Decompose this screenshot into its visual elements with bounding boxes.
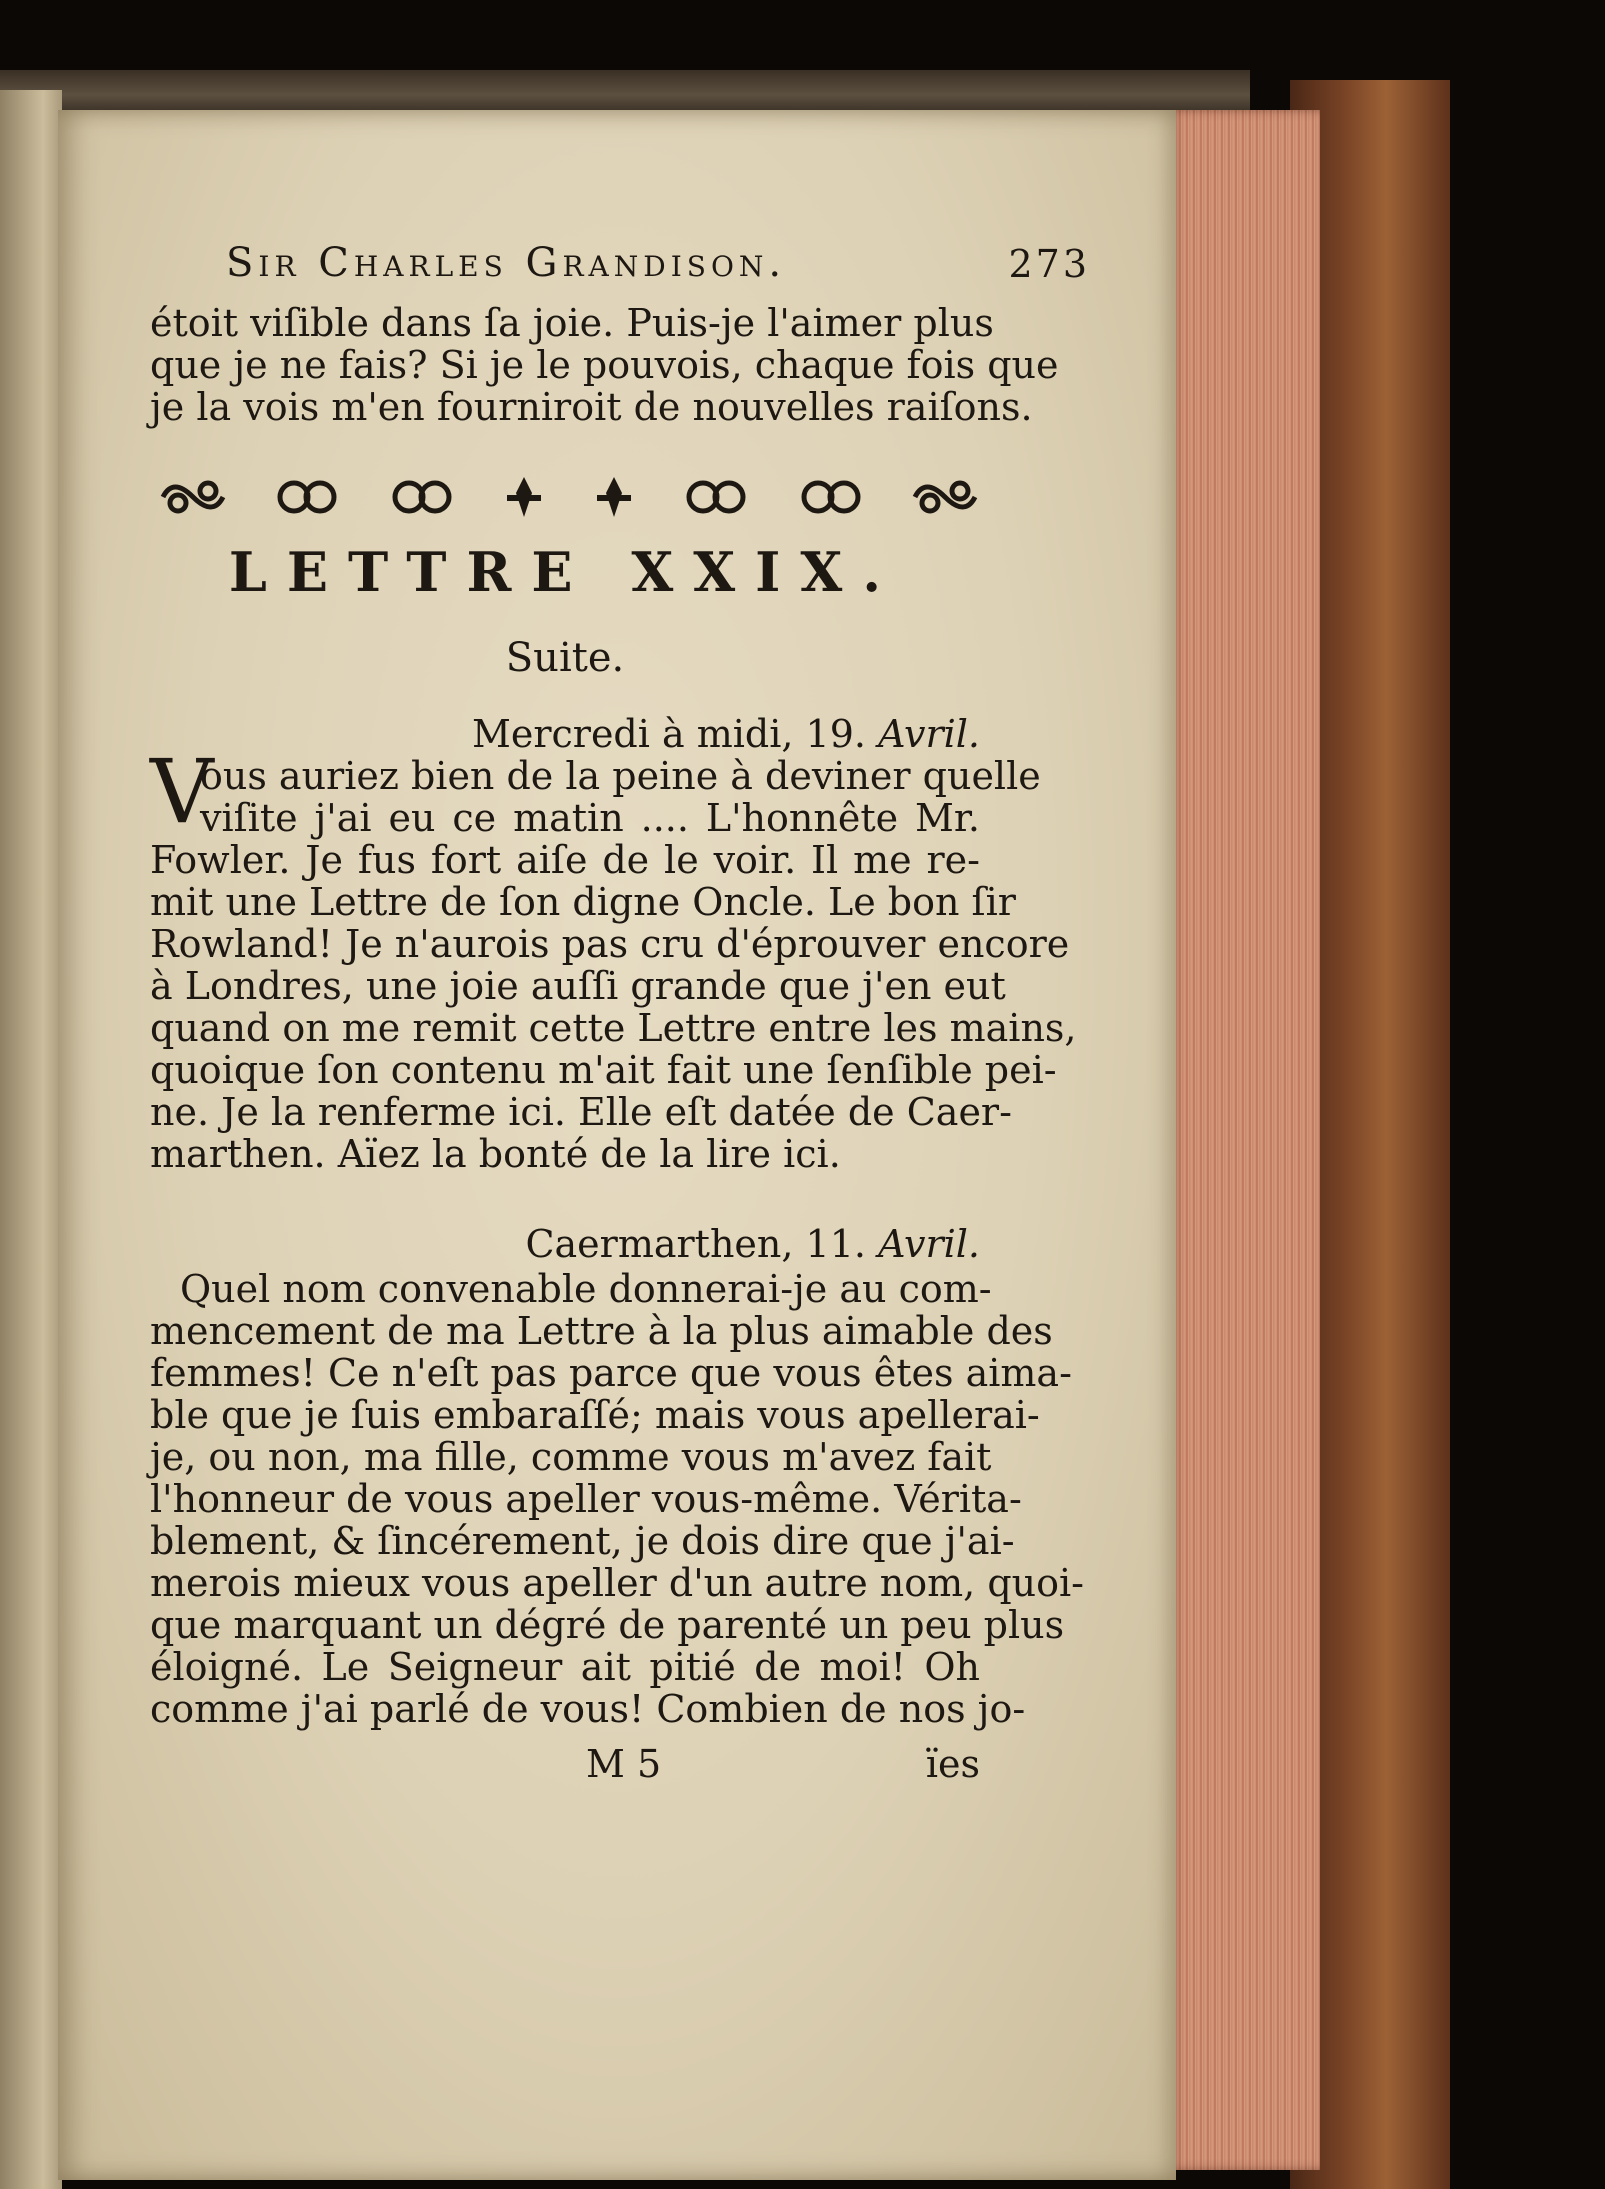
dateline-month: Avril. [878,712,980,756]
dateline-text: Mercredi à midi, 19. [471,712,866,756]
dateline-month: Avril. [878,1222,980,1266]
ornament-icon [910,473,980,521]
text-line: éloigné. Le Seigneur ait pitié de moi! Oh [150,1645,980,1689]
text-line: merois mieux vous apeller d'un autre nom, quoi- [150,1561,1085,1605]
text-line: ble que je ſuis embaraſſé; mais vous apellerai- [150,1393,1040,1437]
ornament-band [158,468,980,526]
ornament-icon [501,473,547,521]
text-line: quoique ſon contenu m'ait fait une ſenſible pei- [150,1048,1057,1092]
ornament-icon [272,473,342,521]
ornament-icon [681,473,751,521]
text-line: je, ou non, ma fille, comme vous m'avez fait [150,1435,992,1479]
text-line: à Londres, une joie auſſi grande que j'en eut [150,964,1006,1008]
text-line: quand on me remit cette Lettre entre les mains, [150,1006,1077,1050]
letter-subheading: Suite. [505,635,625,681]
text-line: que je ne fais? Si je le pouvois, chaque fois que [150,343,1059,387]
text-line: Rowland! Je n'aurois pas cru d'éprouver encore [150,922,1070,966]
ornament-icon [387,473,457,521]
ornament-icon [796,473,866,521]
text-line: Fowler. Je fus fort aiſe de le voir. Il me re- [150,838,980,882]
signature-mark: M 5 [586,1742,662,1786]
text-line: l'honneur de vous apeller vous-même. Vérita- [150,1477,1022,1521]
text-line: mencement de ma Lettre à la plus aimable des [150,1309,1053,1353]
dateline [150,1222,980,1266]
drop-cap: V [150,740,214,843]
page-number: 273 [1008,242,1090,286]
text-line: blement, & ſincérement, je dois dire que j'ai- [150,1519,1015,1563]
text-line: je la vois m'en fourniroit de nouvelles raiſons. [150,385,1033,429]
text-line: Quel nom convenable donnerai-je au com- [180,1267,992,1311]
dateline [150,712,980,756]
ornament-icon [591,473,637,521]
text-line: ous auriez bien de la peine à deviner quelle [200,754,1041,798]
page-footer [150,1742,980,1786]
text-line: étoit viſible dans ſa joie. Puis-je l'aimer plus [150,301,994,345]
text-line: viſite j'ai eu ce matin .... L'honnête Mr. [200,796,980,840]
text-line: mit une Lettre de ſon digne Oncle. Le bon ſir [150,880,1016,924]
text-line: marthen. Aïez la bonté de la lire ici. [150,1132,841,1176]
catchword: ïes [925,1742,980,1786]
facing-page-edge [0,90,62,2189]
letter-heading: LETTRE XXIX. [228,540,902,604]
dateline-text: Caermarthen, 11. [525,1222,866,1266]
text-line: ne. Je la renferme ici. Elle eſt datée de Caer- [150,1090,1012,1134]
ornament-icon [158,473,228,521]
running-title: Sir Charles Grandison. [226,240,787,286]
text-line: femmes! Ce n'eſt pas parce que vous êtes aima- [150,1351,1072,1395]
page-fore-edge [1168,110,1320,2170]
text-line: que marquant un dégré de parenté un peu plus [150,1603,1065,1647]
running-header [150,232,1090,302]
text-line: comme j'ai parlé de vous! Combien de nos jo- [150,1687,1026,1731]
